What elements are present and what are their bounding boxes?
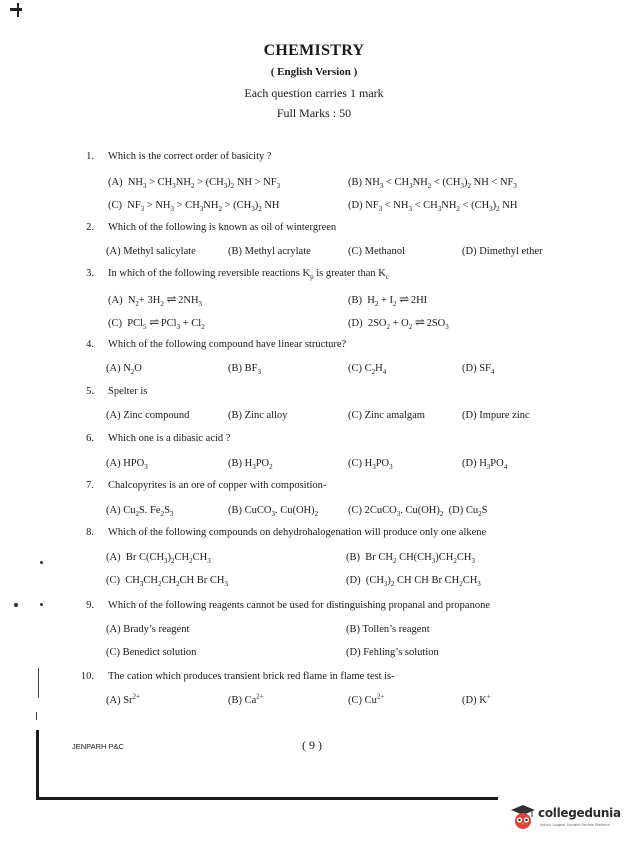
logo-wordmark: collegedunia	[538, 806, 621, 820]
question-text: Which of the following reagents cannot be used for distinguishing propanal and propanone	[108, 600, 490, 611]
margin-tick	[36, 712, 37, 720]
q10-option-a: (A) $Sr^{2+}$	[106, 692, 140, 706]
q6-option-a: (A) $HPO_3$	[106, 458, 148, 472]
version-subtitle: ( English Version )	[270, 66, 358, 78]
page-title: CHEMISTRY	[263, 42, 365, 59]
q4-option-d: (D) $SF_4$	[462, 363, 495, 377]
q2-option-b: (B) Methyl acrylate	[228, 246, 311, 257]
q5-option-b: (B) Zinc alloy	[228, 410, 288, 421]
q9-option-a: (A) Brady’s reagent	[106, 624, 190, 635]
q5-option-c: (C) Zinc amalgam	[348, 410, 425, 421]
q2-option-d: (D) Dimethyl ether	[462, 246, 543, 257]
q3-option-b: (B) $H_2 + I_2$ ⇌ 2HI	[348, 292, 428, 309]
question-number: 1.	[86, 151, 94, 162]
page-number: ( 9 )	[302, 738, 322, 752]
margin-dot	[40, 603, 43, 606]
q2-option-c: (C) Methanol	[348, 246, 405, 257]
q6-option-d: (D) $H_3PO_4$	[462, 458, 508, 472]
q7-option-a: (A) $Cu_2S$. $Fe_2S_3$	[106, 505, 174, 519]
left-border-rule	[36, 730, 39, 798]
q1-option-b: (B) $NH_3 < CH_3NH_2 < (CH_3)_2$ NH < $NF_3$	[348, 177, 517, 191]
question-text: Which of the following compound have linear structure?	[108, 339, 347, 350]
question-number: 3.	[86, 268, 94, 279]
graduate-owl-icon	[510, 804, 536, 830]
question-number: 4.	[86, 339, 94, 350]
margin-dot	[40, 561, 43, 564]
corner-mark	[10, 8, 22, 11]
q5-option-a: (A) Zinc compound	[106, 410, 190, 421]
q7-option-c: (C) 2CuCO$_3$. $Cu(OH)_2$ (D) $Cu_2S$	[348, 505, 488, 519]
marks-note: Each question carries 1 mark	[244, 86, 384, 100]
q9-option-d: (D) Fehling’s solution	[346, 647, 439, 658]
q5-option-d: (D) Impure zinc	[462, 410, 530, 421]
margin-tick	[38, 668, 39, 698]
q8-option-a: (A) Br $C(CH_3)_2CH_2CH_3$	[106, 552, 211, 566]
footer-code: JENPARH P&C	[72, 742, 124, 751]
question-number: 6.	[86, 433, 94, 444]
question-number: 10.	[80, 671, 94, 682]
q4-option-b: (B) $BF_3$	[228, 363, 261, 377]
q3-option-a: (A) $N_2+ 3H_2$ ⇌ $2NH_3$	[108, 292, 203, 309]
q1-option-d: (D) $NF_3 < NH_3 < CH_3NH_2 < (CH_3)_2$ NH	[348, 200, 518, 214]
q10-option-b: (B) $Ca^{2+}$	[228, 692, 264, 706]
full-marks: Full Marks : 50	[276, 106, 352, 120]
q10-option-d: (D) K+	[462, 692, 491, 706]
question-text: Which one is a dibasic acid ?	[108, 433, 231, 444]
q6-option-b: (B) $H_3PO_2$	[228, 458, 273, 472]
question-number: 7.	[86, 480, 94, 491]
question-number: 2.	[86, 222, 94, 233]
q8-option-b: (B) Br $CH_2$ $CH(CH_3)CH_2CH_3$	[346, 552, 475, 566]
question-text: Which is the correct order of basicity ?	[108, 151, 272, 162]
q3-option-c: (C) PCl$_5$ ⇌ $PCl_3 + Cl_2$	[108, 315, 205, 332]
logo-tagline: India's Largest Student Review Platform	[540, 823, 610, 827]
question-number: 5.	[86, 386, 94, 397]
q4-option-c: (C) $C_2H_4$	[348, 363, 387, 377]
q8-option-c: (C) $CH_3CH_2CH_2CH$ Br $CH_3$	[106, 575, 228, 589]
q1-option-c: (C) $NF_3 > NH_3 > CH_3NH_2 > (CH_3)_2$ NH	[108, 200, 280, 214]
question-text: The cation which produces transient brick red flame in flame test is-	[108, 671, 395, 682]
q4-option-a: (A) $N_2O$	[106, 363, 142, 377]
q9-option-b: (B) Tollen’s reagent	[346, 624, 430, 635]
question-text: Spelter is	[108, 386, 148, 397]
q3-option-d: (D) $2SO_2 + O_2$ ⇌ $2SO_3$	[348, 315, 449, 332]
q7-option-b: (B) CuCO$_3$. $Cu(OH)_2$	[228, 505, 319, 519]
bottom-border-rule	[36, 797, 498, 800]
q1-option-a: (A) $NH_3 > CH_3NH_2 > (CH_3)_2$ NH > $NF_3$	[108, 177, 281, 191]
question-text: Which of the following is known as oil of wintergreen	[108, 222, 337, 233]
q2-option-a: (A) Methyl salicylate	[106, 246, 196, 257]
corner-mark-vertical	[17, 3, 19, 17]
q9-option-c: (C) Benedict solution	[106, 647, 197, 658]
question-text: Chalcopyrites is an ore of copper with composition-	[108, 480, 327, 491]
question-number: 8.	[86, 527, 94, 538]
question-text: Which of the following compounds on dehydrohalogenation will produce only one alkene	[108, 527, 487, 538]
q8-option-d: (D) $(CH_3)_2$ CH CH Br $CH_2CH_3$	[346, 575, 481, 589]
margin-dot	[14, 603, 18, 607]
q10-option-c: (C) $Cu^{2+}$	[348, 692, 385, 706]
collegedunia-logo[interactable]	[508, 800, 621, 836]
question-number: 9.	[86, 600, 94, 611]
q6-option-c: (C) $H_3PO_3$	[348, 458, 393, 472]
question-text: In which of the following reversible reactions $K_p$ is greater than $K_c$	[108, 268, 389, 282]
